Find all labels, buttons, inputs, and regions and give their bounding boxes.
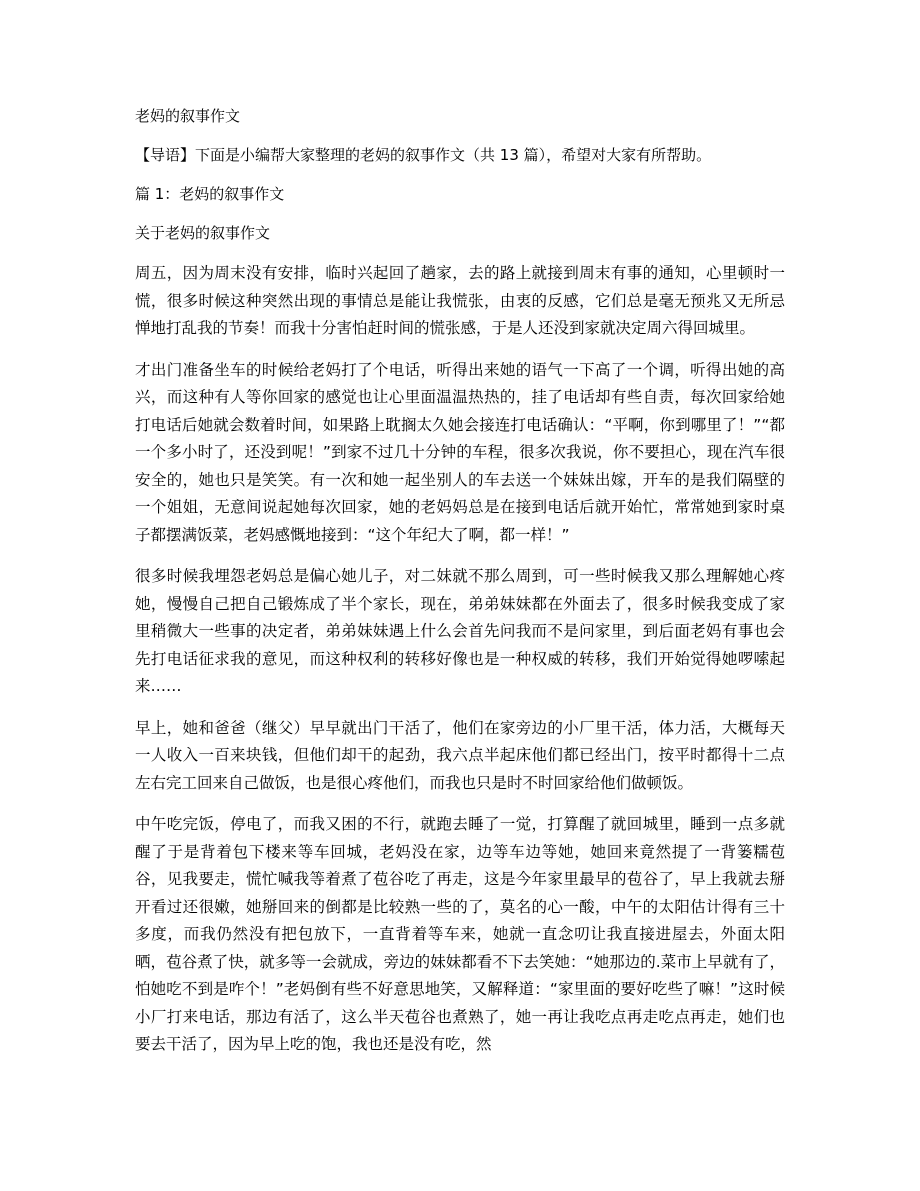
section-heading: 篇 1：老妈的叙事作文 bbox=[135, 185, 285, 203]
sub-heading: 关于老妈的叙事作文 bbox=[135, 224, 271, 242]
intro-line: 【导语】下面是小编帮大家整理的老妈的叙事作文（共 13 篇），希望对大家有所帮助。 bbox=[135, 146, 712, 164]
paragraph-1: 周五，因为周末没有安排，临时兴起回了趟家，去的路上就接到周末有事的通知，心里顿时一慌，很多时候这种突然出现的事情总是能让我慌张，由衷的反感，它们总是毫无预兆又无所忌惮地打乱我的节奏！而我十分害怕赶时间的慌张感，于是人还没到家就决定周六得回城里。 bbox=[135, 264, 785, 337]
paragraph-3: 很多时候我埋怨老妈总是偏心她儿子，对二妹就不那么周到，可一些时候我又那么理解她心疼她，慢慢自己把自己锻炼成了半个家长，现在，弟弟妹妹都在外面去了，很多时候我变成了家里稍微大一些事的决定者，弟弟妹妹遇上什么会首先问我而不是问家里，到后面老妈有事也会先打电话征求我的意见，而这种权利的转移好像也是一种权威的转移，我们开始觉得她啰嗦起来…… bbox=[135, 567, 785, 695]
paragraph-5: 中午吃完饭，停电了，而我又困的不行，就跑去睡了一觉，打算醒了就回城里，睡到一点多就醒了于是背着包下楼来等车回城，老妈没在家，边等车边等她，她回来竟然提了一背篓糯苞谷，见我要走，慌忙喊我等着煮了苞谷吃了再走，这是今年家里最早的苞谷了，早上我就去掰开看过还很嫩，她掰回来的倒都是比较熟一些的了，莫名的心一酸，中午的太阳估计得有三十多度，而我仍然没有把包放下，一直背着等车来，她就一直念叨让我直接进屋去，外面太阳晒，苞谷煮了快，就多等一会就成，旁边的妹妹都看不下去笑她：“她那边的.菜市上早就有了，怕她吃不到是咋个！”老妈倒有些不好意思地笑，又解释道：“家里面的要好吃些了嘛！”这时候小厂打来电话，那边有活了，这么半天苞谷也煮熟了，她一再让我吃点再走吃点再走，她们也要去干活了，因为早上吃的饱，我也还是没有吃，然 bbox=[135, 815, 785, 1053]
document-title: 老妈的叙事作文 bbox=[135, 107, 241, 125]
paragraph-2: 才出门准备坐车的时候给老妈打了个电话，听得出来她的语气一下高了一个调，听得出她的高兴，而这种有人等你回家的感觉也让心里面温温热热的，挂了电话却有些自责，每次回家给她打电话后她就会数着时间，如果路上耽搁太久她会接连打电话确认：“平啊，你到哪里了！”“都一个多小时了，还没到呢！”到家不过几十分钟的车程，很多次我说，你不要担心，现在汽车很安全的，她也只是笑笑。有一次和她一起坐别人的车去送一个妹妹出嫁，开车的是我们隔壁的一个姐姐，无意间说起她每次回家，她的老妈妈总是在接到电话后就开始忙，常常她到家时桌子都摆满饭菜，老妈感慨地接到：“这个年纪大了啊，都一样！” bbox=[135, 360, 785, 544]
paragraph-4: 早上，她和爸爸（继父）早早就出门干活了，他们在家旁边的小厂里干活，体力活，大概每天一人收入一百来块钱，但他们却干的起劲，我六点半起床他们都已经出门，按平时都得十二点左右完工回来自己做饭，也是很心疼他们，而我也只是时不时回家给他们做顿饭。 bbox=[135, 718, 785, 792]
document-page bbox=[135, 104, 785, 1073]
